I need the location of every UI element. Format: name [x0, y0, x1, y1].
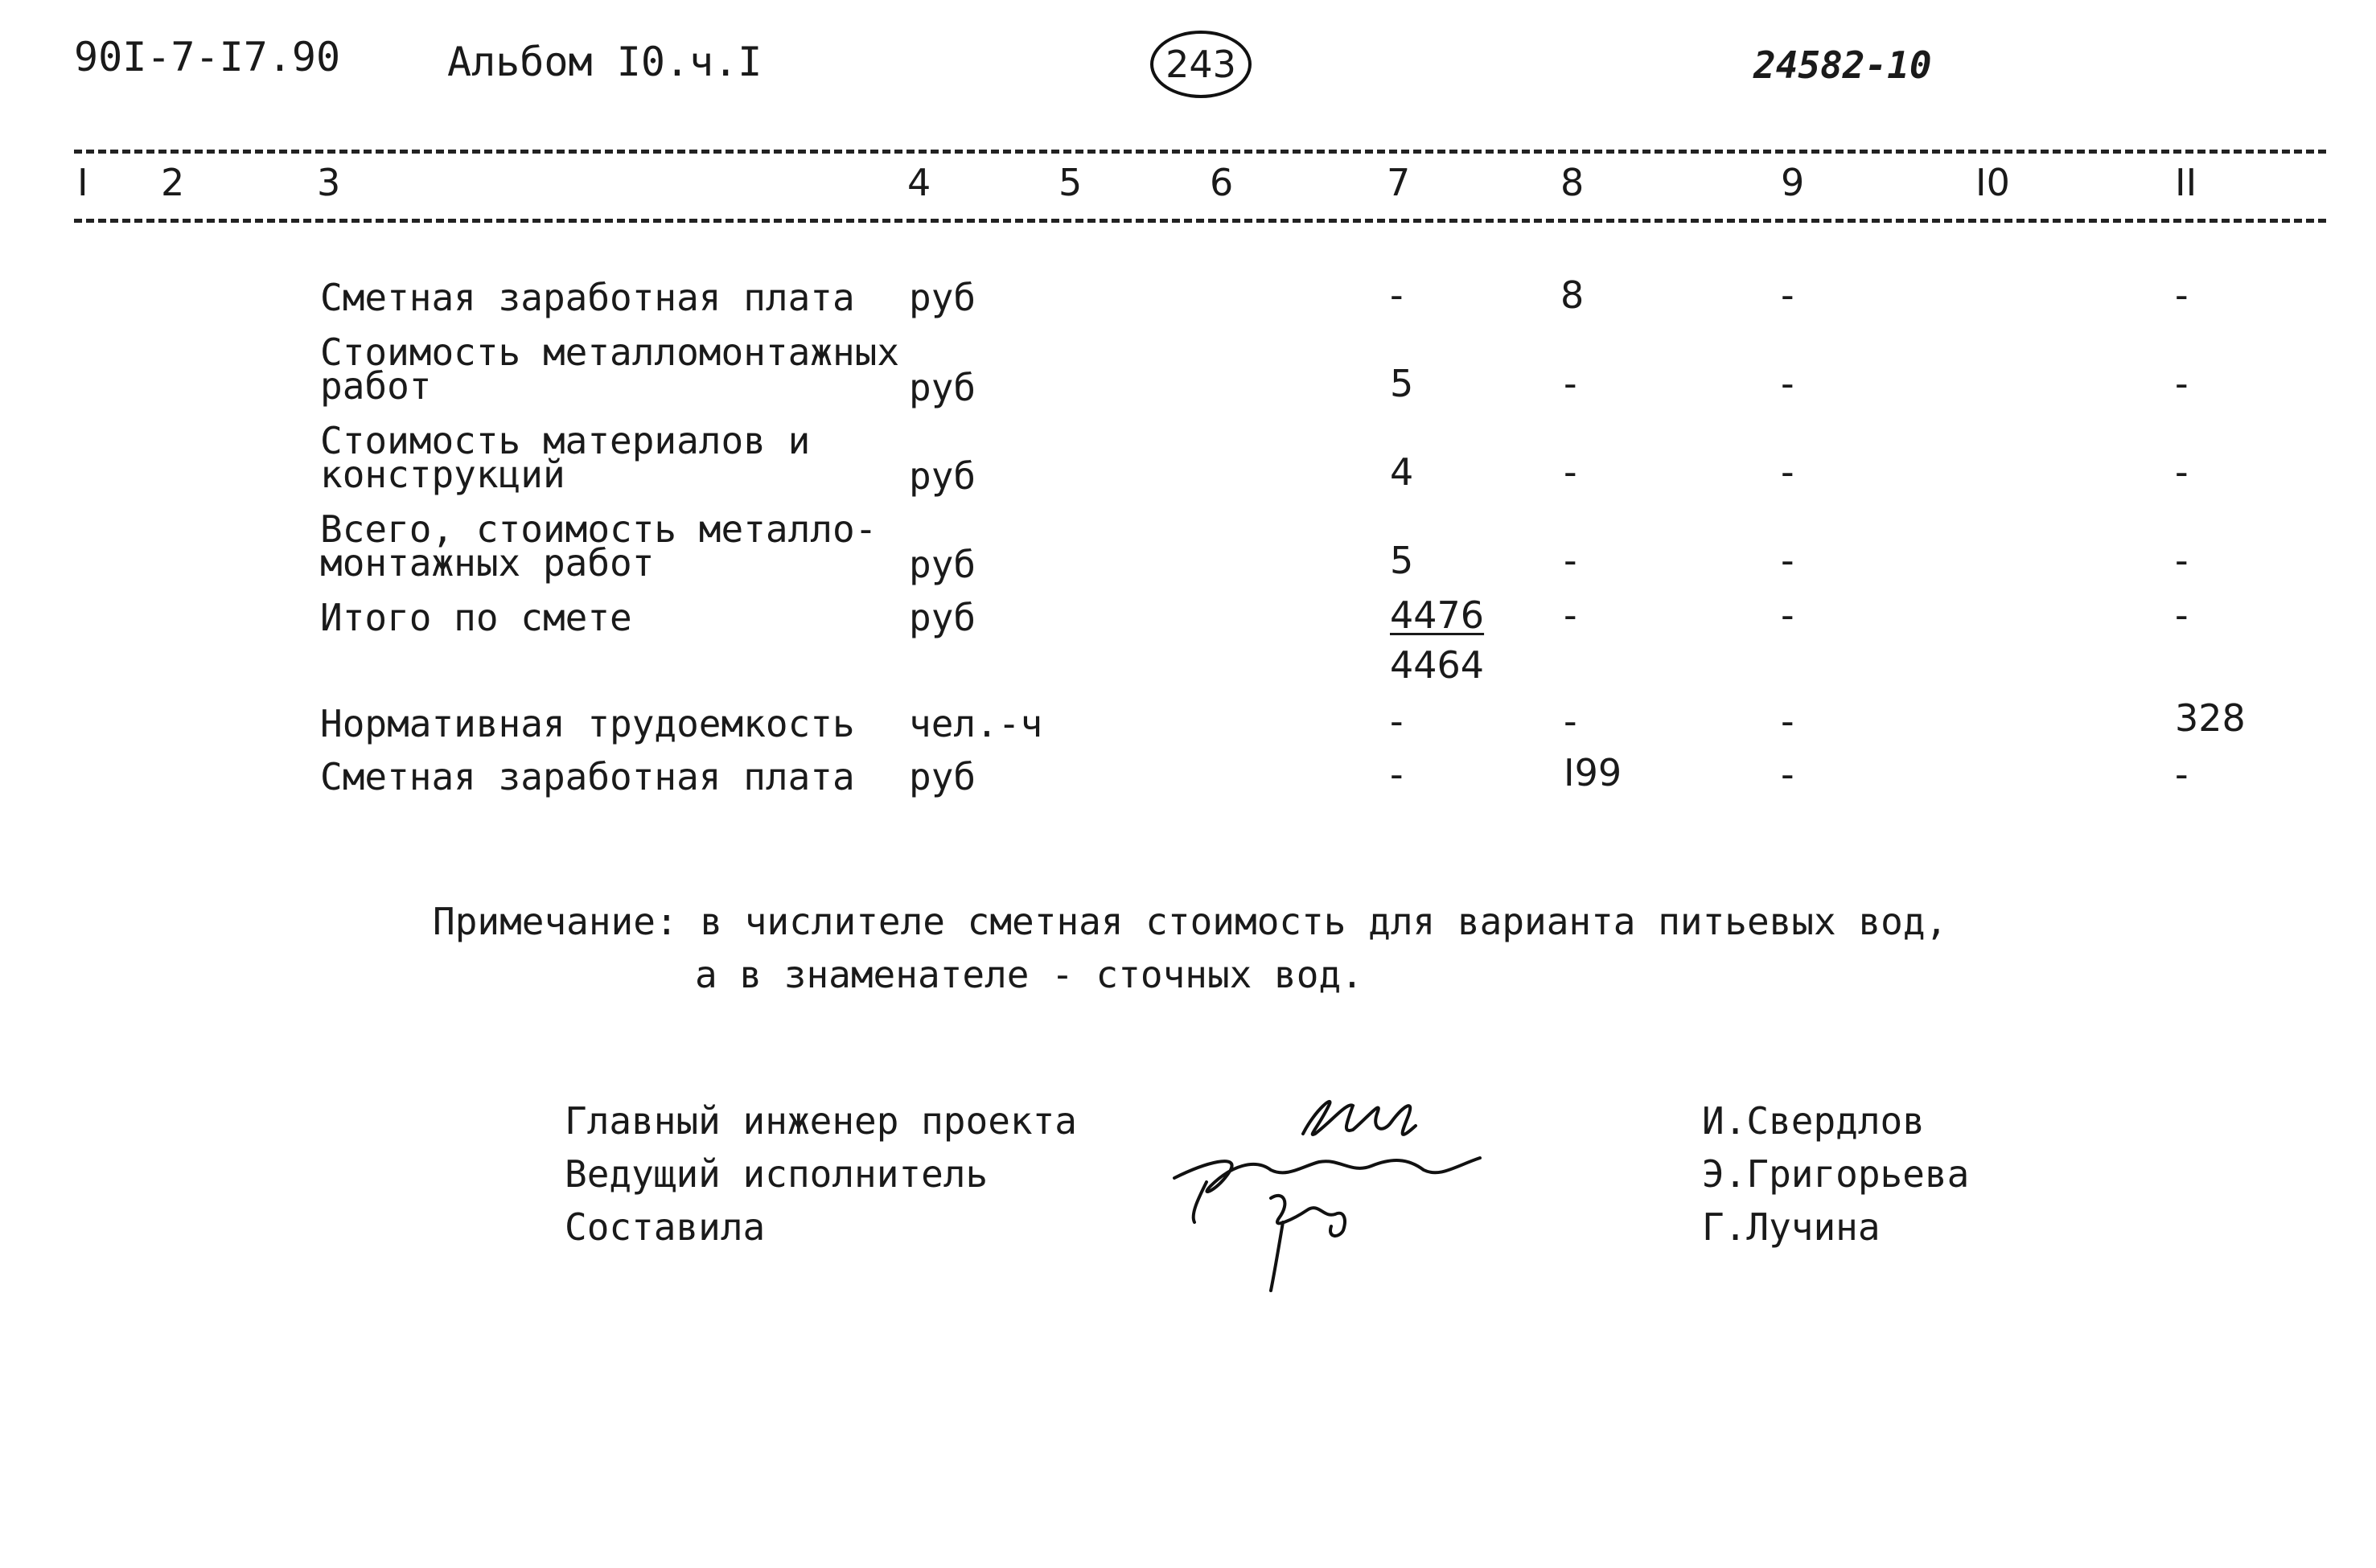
- note-line: Примечание: в числителе сметная стоимость для варианта питьевых вод,: [433, 900, 1948, 943]
- cell-col11: 328: [2175, 696, 2246, 740]
- cell-col9: -: [1781, 700, 1794, 743]
- column-header: I: [77, 161, 88, 204]
- row-unit: руб: [909, 454, 976, 498]
- signatory-role: Составила: [565, 1205, 766, 1249]
- cell-col11: -: [2175, 753, 2189, 796]
- page-number: 243: [1150, 31, 1252, 98]
- row-unit: руб: [909, 596, 976, 639]
- cell-col8: -: [1564, 450, 1577, 494]
- cell-col11: -: [2175, 593, 2189, 637]
- table-top-rule: [74, 150, 2326, 154]
- document-code: 90I-7-I7.90: [74, 34, 341, 80]
- cell-col8: -: [1564, 362, 1577, 405]
- signatory-role: Главный инженер проекта: [565, 1099, 1077, 1143]
- cell-col7: 5: [1390, 539, 1414, 582]
- column-header: 8: [1560, 161, 1585, 204]
- row-label: Сметная заработная плата: [320, 276, 855, 319]
- cell-col9: -: [1781, 593, 1794, 637]
- cell-col7: -: [1390, 273, 1404, 317]
- row-label: Итого по смете: [320, 596, 632, 639]
- row-unit: руб: [909, 366, 976, 409]
- cell-col8: I99: [1564, 751, 1622, 794]
- row-unit: руб: [909, 276, 976, 319]
- row-label: работ: [320, 364, 432, 408]
- cell-col11: -: [2175, 450, 2189, 494]
- column-header: 7: [1387, 161, 1411, 204]
- column-header: 6: [1210, 161, 1234, 204]
- cell-col9: -: [1781, 273, 1794, 317]
- cell-col9: -: [1781, 753, 1794, 796]
- signatory-name: И.Свердлов: [1702, 1099, 1925, 1143]
- column-header: 3: [317, 161, 341, 204]
- column-header: II: [2175, 161, 2197, 204]
- table-header-rule: [74, 219, 2326, 223]
- row-label: монтажных работ: [320, 541, 655, 585]
- column-header: I0: [1975, 161, 2010, 204]
- handwritten-signatures: [1142, 1077, 1560, 1311]
- stamp-number: 24582-10: [1753, 43, 1932, 87]
- album-label: Альбом I0.ч.I: [447, 39, 763, 85]
- cell-col11: -: [2175, 273, 2189, 317]
- note-line: а в знаменателе - сточных вод.: [695, 953, 1363, 996]
- cell-col8: -: [1564, 539, 1577, 582]
- cell-col11: -: [2175, 539, 2189, 582]
- row-label: Всего, стоимость металло-: [320, 507, 878, 551]
- column-header: 4: [907, 161, 931, 204]
- row-unit: руб: [909, 755, 976, 798]
- row-label: Сметная заработная плата: [320, 755, 855, 798]
- cell-col7: -: [1390, 753, 1404, 796]
- row-label: Нормативная трудоемкость: [320, 702, 855, 745]
- cell-col9: -: [1781, 450, 1794, 494]
- signatory-name: Э.Григорьева: [1702, 1152, 1970, 1196]
- row-label: Стоимость металломонтажных: [320, 330, 900, 374]
- cell-col7: 5: [1390, 362, 1414, 405]
- cell-col7-numerator: 4476: [1390, 593, 1485, 637]
- cell-col8: -: [1564, 700, 1577, 743]
- row-label: конструкций: [320, 453, 565, 496]
- row-unit: руб: [909, 543, 976, 586]
- cell-col8: 8: [1560, 273, 1585, 317]
- cell-col9: -: [1781, 362, 1794, 405]
- column-header: 5: [1059, 161, 1083, 204]
- cell-col7-denominator: 4464: [1390, 643, 1485, 687]
- cell-col11: -: [2175, 362, 2189, 405]
- row-label: Стоимость материалов и: [320, 419, 811, 462]
- signatory-name: Г.Лучина: [1702, 1205, 1881, 1249]
- column-header: 9: [1781, 161, 1805, 204]
- signatory-role: Ведущий исполнитель: [565, 1152, 989, 1196]
- column-header: 2: [161, 161, 185, 204]
- cell-col7: 4: [1390, 450, 1414, 494]
- cell-col9: -: [1781, 539, 1794, 582]
- cell-col8: -: [1564, 593, 1577, 637]
- row-unit: чел.-ч: [909, 702, 1043, 745]
- cell-col7: -: [1390, 700, 1404, 743]
